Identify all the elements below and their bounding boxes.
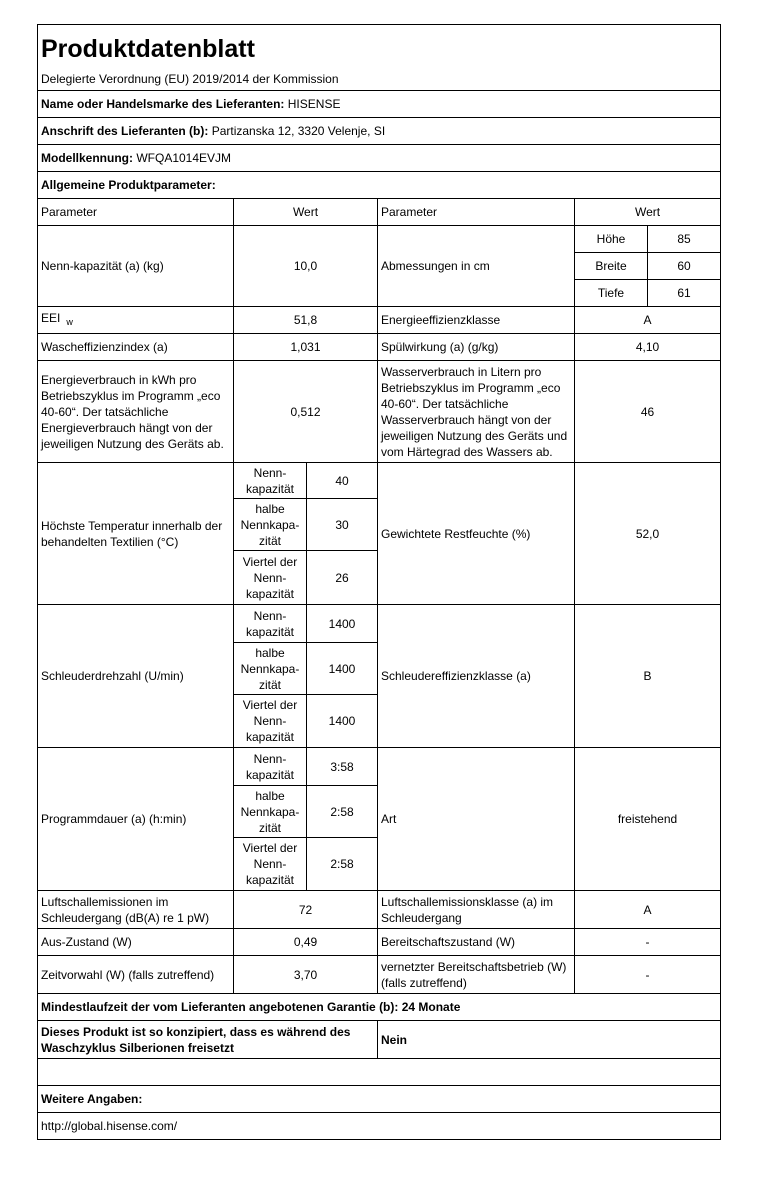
supplier-name-row [38,91,721,118]
type-value: freistehend [575,748,721,891]
silver-ions-label: Dieses Produkt ist so konzipiert, dass es während des Waschzyklus Silberionen freisetzt [38,1021,378,1059]
spin-speed-half: 1400 [307,643,378,695]
programme-duration-quarter: 2:58 [307,838,378,891]
networked-standby-label: vernetzter Bereitschaftsbetrieb (W) (falls zutreffend) [378,956,575,994]
load-label-full: Nenn-kapazität [234,748,307,786]
rated-capacity-label: Nenn-kapazität (a) (kg) [38,226,234,307]
product-data-sheet [37,24,720,1140]
rinsing-value: 4,10 [575,334,721,361]
regulation-text: Delegierte Verordnung (EU) 2019/2014 der Kommission [38,69,721,91]
off-mode-value: 0,49 [234,929,378,956]
noise-class-value: A [575,891,721,929]
silver-ions-value: Nein [378,1021,721,1059]
noise-value: 72 [234,891,378,929]
col-header-value-2: Wert [575,199,721,226]
max-temperature-half: 30 [307,499,378,551]
spin-speed-label: Schleuderdrehzahl (U/min) [38,605,234,748]
depth-label: Tiefe [575,280,648,307]
energy-class-label: Energieeffizienzklasse [378,307,575,334]
residual-moisture-label: Gewichtete Restfeuchte (%) [378,463,575,605]
load-label-quarter: Viertel der Nenn-kapazität [234,695,307,748]
further-info-heading: Weitere Angaben: [38,1086,721,1113]
eei-subscript: w [66,317,73,328]
energy-consumption-label: Energieverbrauch in kWh pro Betriebszyklus im Programm „eco 40-60“. Der tatsächliche Energieverbrauch hängt von der jeweiligen Nutzung des Geräts ab. [38,361,234,463]
energy-consumption-value: 0,512 [234,361,378,463]
washing-index-value: 1,031 [234,334,378,361]
depth-value: 61 [648,280,721,307]
supplier-name-label: Name oder Handelsmarke des Lieferanten: [41,97,285,111]
spin-class-value: B [575,605,721,748]
load-label-half: halbe Nennkapa-zität [234,499,307,551]
page-title: Produktdatenblatt [38,25,721,69]
data-table [37,24,721,1140]
load-label-full: Nenn-kapazität [234,463,307,499]
load-label-quarter: Viertel der Nenn-kapazität [234,838,307,891]
water-consumption-value: 46 [575,361,721,463]
eei-text: EEI [41,310,61,325]
supplier-address-value: Partizanska 12, 3320 Velenje, SI [211,124,386,138]
water-consumption-label: Wasserverbrauch in Litern pro Betriebszyklus im Programm „eco 40-60“. Der tatsächliche Wasserverbrauch hängt von der jeweiligen Nutzung des Geräts und vom Härtegrad des Wassers ab. [378,361,575,463]
model-label: Modellkennung: [41,151,133,165]
spin-speed-full: 1400 [307,605,378,643]
load-label-quarter: Viertel der Nenn-kapazität [234,551,307,605]
standby-label: Bereitschaftszustand (W) [378,929,575,956]
warranty-row: Mindestlaufzeit der vom Lieferanten angebotenen Garantie (b): 24 Monate [38,994,721,1021]
washing-index-label: Wascheffizienzindex (a) [38,334,234,361]
width-value: 60 [648,253,721,280]
residual-moisture-value: 52,0 [575,463,721,605]
networked-standby-value: - [575,956,721,994]
height-value: 85 [648,226,721,253]
load-label-half: halbe Nennkapa-zität [234,786,307,838]
spin-speed-quarter: 1400 [307,695,378,748]
programme-duration-label: Programmdauer (a) (h:min) [38,748,234,891]
load-label-half: halbe Nennkapa-zität [234,643,307,695]
dimensions-label: Abmessungen in cm [378,226,575,307]
programme-duration-full: 3:58 [307,748,378,786]
delay-start-value: 3,70 [234,956,378,994]
empty-row [38,1059,721,1086]
type-label: Art [378,748,575,891]
noise-label: Luftschallemissionen im Schleudergang (dB(A) re 1 pW) [38,891,234,929]
max-temperature-quarter: 26 [307,551,378,605]
general-parameters-heading: Allgemeine Produktparameter: [38,172,721,199]
website-link[interactable]: http://global.hisense.com/ [38,1113,721,1140]
eei-value: 51,8 [234,307,378,334]
programme-duration-half: 2:58 [307,786,378,838]
spin-class-label: Schleudereffizienzklasse (a) [378,605,575,748]
delay-start-label: Zeitvorwahl (W) (falls zutreffend) [38,956,234,994]
supplier-address-label: Anschrift des Lieferanten (b): [41,124,209,138]
standby-value: - [575,929,721,956]
supplier-name-value: HISENSE [287,97,341,111]
rinsing-label: Spülwirkung (a) (g/kg) [378,334,575,361]
col-header-value: Wert [234,199,378,226]
off-mode-label: Aus-Zustand (W) [38,929,234,956]
energy-class-value: A [575,307,721,334]
max-temperature-full: 40 [307,463,378,499]
noise-class-label: Luftschallemissionsklasse (a) im Schleudergang [378,891,575,929]
rated-capacity-value: 10,0 [234,226,378,307]
eei-label [38,307,234,334]
max-temperature-label: Höchste Temperatur innerhalb der behandelten Textilien (°C) [38,463,234,605]
load-label-full: Nenn-kapazität [234,605,307,643]
model-row [38,145,721,172]
model-value: WFQA1014EVJM [136,151,232,165]
col-header-parameter-2: Parameter [378,199,575,226]
height-label: Höhe [575,226,648,253]
supplier-address-row [38,118,721,145]
col-header-parameter: Parameter [38,199,234,226]
width-label: Breite [575,253,648,280]
